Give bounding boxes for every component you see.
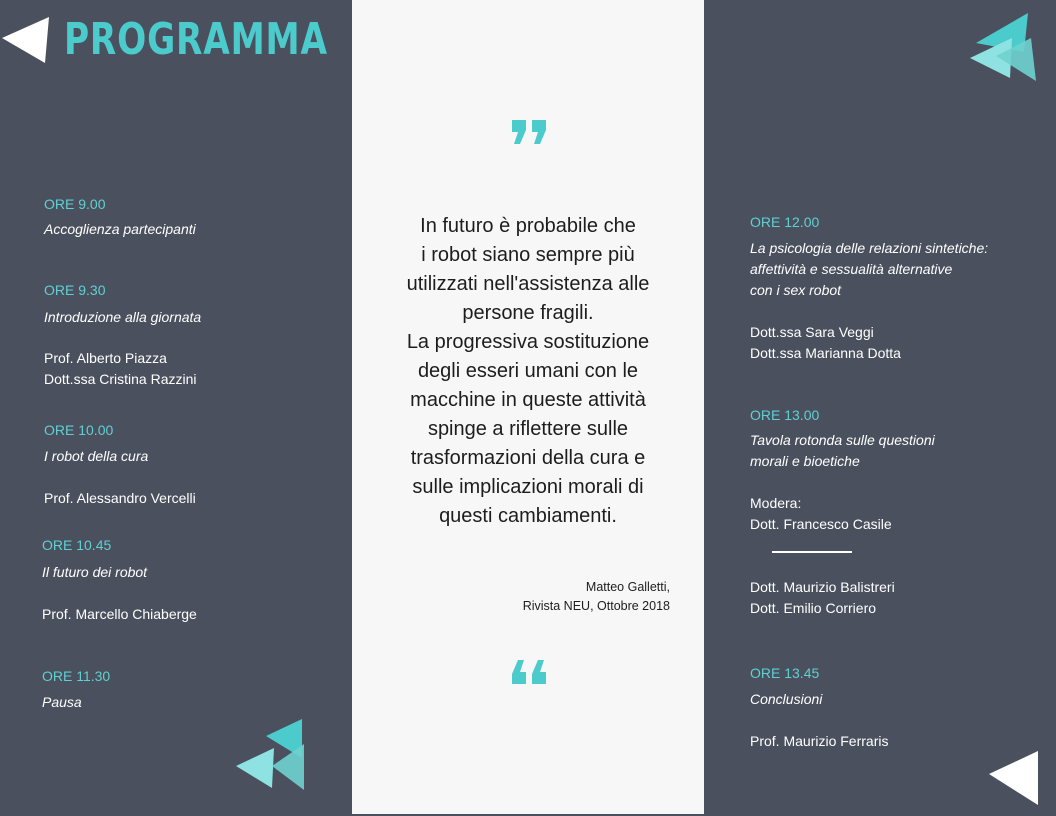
double-quote-close-icon	[510, 118, 550, 146]
time-label: ORE 13.00	[750, 407, 820, 423]
triangle-icon	[0, 8, 52, 66]
triangle-icon	[986, 748, 1042, 808]
speakers: Prof. Marcello Chiaberge	[42, 606, 197, 622]
session-topic: Introduzione alla giornata	[44, 309, 202, 325]
speakers: Prof. Alessandro Vercelli	[44, 490, 196, 506]
session-topic: Il futuro dei robot	[42, 564, 148, 580]
divider	[772, 551, 852, 553]
session-topic: Pausa	[42, 694, 82, 710]
session-topic: Tavola rotonda sulle questioni morali e bioetiche	[750, 432, 935, 469]
quote-text: In futuro è probabile che i robot siano sempre più utilizzati nell'assistenza alle persone fragili. La progressiva sostituzione degli esseri umani con le macchine in queste attività spinge a riflettere sulle trasformazioni della cura e sulle implicazioni morali di questi cambiamenti.	[406, 215, 650, 527]
time-label: ORE 9.30	[44, 282, 106, 298]
session-topic: Conclusioni	[750, 691, 823, 707]
time-label: ORE 10.00	[44, 422, 114, 438]
triangle-cluster-icon	[232, 716, 308, 794]
time-label: ORE 10.45	[42, 537, 112, 553]
time-label: ORE 13.45	[750, 665, 820, 681]
speakers: Dott. Maurizio Balistreri Dott. Emilio Corriero	[750, 579, 895, 616]
moderator: Modera: Dott. Francesco Casile	[750, 495, 892, 532]
time-label: ORE 11.30	[42, 668, 111, 684]
session-topic: I robot della cura	[44, 448, 149, 464]
quote-citation: Matteo Galletti, Rivista NEU, Ottobre 2018	[522, 580, 670, 613]
speakers: Dott.ssa Sara Veggi Dott.ssa Marianna Dotta	[750, 324, 901, 361]
speakers: Prof. Maurizio Ferraris	[750, 733, 889, 749]
triangle-cluster-icon	[966, 10, 1040, 84]
double-quote-open-icon	[510, 658, 550, 686]
time-label: ORE 12.00	[750, 214, 820, 230]
time-label: ORE 9.00	[44, 196, 106, 212]
speakers: Prof. Alberto Piazza Dott.ssa Cristina Razzini	[44, 350, 197, 387]
session-topic: Accoglienza partecipanti	[44, 221, 196, 237]
session-topic: La psicologia delle relazioni sintetiche: affettività e sessualità alternative con i sex robot	[750, 240, 989, 298]
page-title: PROGRAMMA	[64, 14, 328, 65]
